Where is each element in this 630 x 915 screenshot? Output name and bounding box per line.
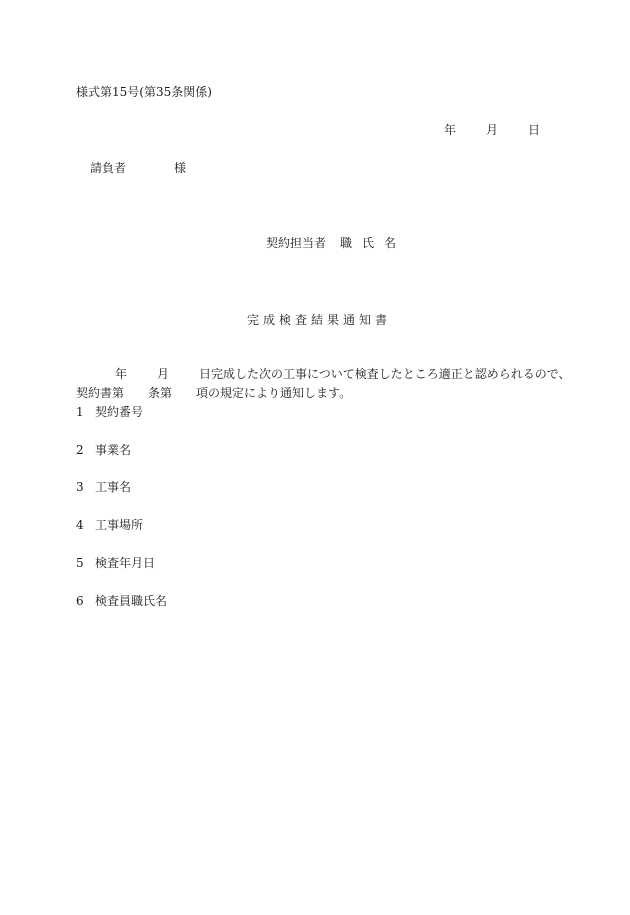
body-year: 年 bbox=[115, 367, 128, 381]
item-number: 2 bbox=[76, 443, 84, 457]
body-month: 月 bbox=[157, 367, 170, 381]
item-number: 6 bbox=[76, 594, 84, 608]
body-line-1 bbox=[115, 368, 571, 380]
item-label: 工事場所 bbox=[95, 518, 144, 532]
list-item bbox=[76, 406, 143, 418]
list-item bbox=[76, 557, 155, 569]
issuer bbox=[266, 237, 396, 249]
item-number: 4 bbox=[76, 518, 84, 532]
body-line-2 bbox=[76, 387, 351, 399]
item-number: 3 bbox=[76, 480, 84, 494]
issuer-role: 職 bbox=[340, 236, 353, 250]
body-line2-c: 項の規定により通知します。 bbox=[196, 386, 352, 400]
list-item bbox=[76, 481, 131, 493]
date-day: 日 bbox=[528, 123, 541, 137]
form-number: 様式第15号(第35条関係) bbox=[76, 85, 212, 99]
item-label: 検査年月日 bbox=[95, 556, 156, 570]
body-line1-rest: 日完成した次の工事について検査したところ適正と認められるので、 bbox=[199, 367, 571, 381]
item-number: 5 bbox=[76, 556, 84, 570]
date-line bbox=[444, 124, 540, 136]
date-year: 年 bbox=[444, 123, 457, 137]
item-number: 1 bbox=[76, 405, 84, 419]
issuer-title: 契約担当者 bbox=[266, 236, 327, 250]
list-item bbox=[76, 595, 167, 607]
issuer-mei: 名 bbox=[384, 236, 397, 250]
recipient bbox=[90, 162, 186, 174]
list-item bbox=[76, 444, 131, 456]
issuer-shi: 氏 bbox=[362, 236, 375, 250]
body-line2-a: 契約書第 bbox=[76, 386, 125, 400]
recipient-honorific: 様 bbox=[174, 161, 187, 175]
list-item bbox=[76, 519, 143, 531]
document-title: 完成検査結果通知書 bbox=[247, 313, 392, 327]
item-label: 工事名 bbox=[95, 480, 132, 494]
recipient-title: 請負者 bbox=[90, 161, 127, 175]
item-label: 検査員職氏名 bbox=[95, 594, 168, 608]
item-label: 事業名 bbox=[95, 443, 132, 457]
body-line2-b: 条第 bbox=[148, 386, 173, 400]
item-label: 契約番号 bbox=[95, 405, 144, 419]
date-month: 月 bbox=[486, 123, 499, 137]
